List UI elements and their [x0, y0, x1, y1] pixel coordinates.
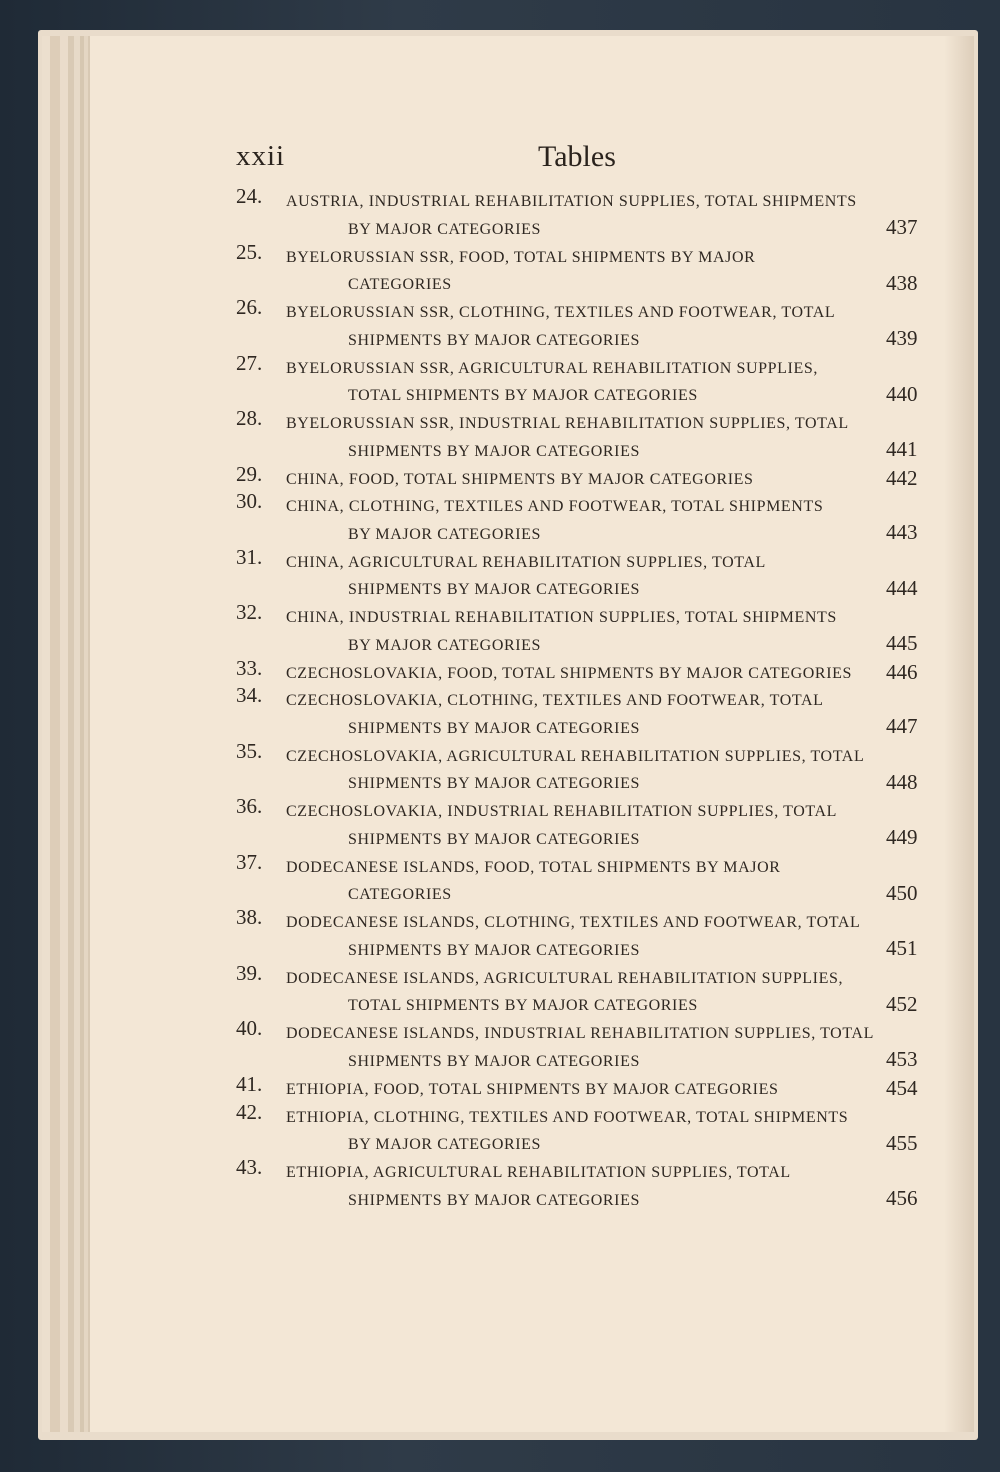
table-title-line1: CZECHOSLOVAKIA, CLOTHING, TEXTILES AND FOOTWEAR, TOTAL: [286, 692, 824, 710]
table-title-line1: BYELORUSSIAN SSR, INDUSTRIAL REHABILITATION SUPPLIES, TOTAL: [286, 415, 849, 432]
table-number: 30.: [236, 489, 263, 514]
gutter-shadow: [944, 36, 974, 1432]
page-number: 440: [886, 381, 918, 406]
page-number: 450: [886, 880, 918, 905]
page-number: 448: [886, 769, 918, 794]
table-title-line1: CZECHOSLOVAKIA, FOOD, TOTAL SHIPMENTS BY MAJOR CATEGORIES: [286, 664, 853, 682]
table-number: 31.: [236, 544, 263, 569]
table-title-line1: BYELORUSSIAN SSR, AGRICULTURAL REHABILITATION SUPPLIES,: [286, 359, 818, 377]
table-number: 27.: [236, 350, 263, 375]
page-number: 445: [886, 631, 918, 656]
table-title-line2: TOTAL SHIPMENTS BY MAJOR CATEGORIES: [348, 387, 698, 404]
table-title-line2: BY MAJOR CATEGORIES: [348, 220, 542, 238]
table-title-line1: ETHIOPIA, AGRICULTURAL REHABILITATION SUPPLIES, TOTAL: [286, 1164, 791, 1182]
table-number: 24.: [236, 184, 263, 208]
page-number: 451: [886, 936, 918, 961]
table-title-line1: CHINA, AGRICULTURAL REHABILITATION SUPPLIES, TOTAL: [286, 553, 766, 571]
table-number: 41.: [236, 1071, 263, 1096]
table-number: 34.: [236, 683, 263, 708]
table-title-line2: SHIPMENTS BY MAJOR CATEGORIES: [348, 941, 640, 959]
table-title-line1: DODECANESE ISLANDS, FOOD, TOTAL SHIPMENTS BY MAJOR: [286, 858, 781, 876]
page-number: 455: [886, 1130, 918, 1155]
table-title-line1: BYELORUSSIAN SSR, CLOTHING, TEXTILES AND FOOTWEAR, TOTAL: [286, 304, 836, 321]
table-title-line2: BY MAJOR CATEGORIES: [348, 1136, 542, 1154]
table-title-line2: SHIPMENTS BY MAJOR CATEGORIES: [348, 775, 640, 793]
table-title-line2: SHIPMENTS BY MAJOR CATEGORIES: [348, 719, 640, 737]
page-number: 437: [886, 215, 918, 239]
table-title-line2: CATEGORIES: [348, 276, 452, 293]
table-title-line2: SHIPMENTS BY MAJOR CATEGORIES: [348, 830, 640, 848]
table-title-line2: SHIPMENTS BY MAJOR CATEGORIES: [348, 581, 640, 599]
table-title-line2: SHIPMENTS BY MAJOR CATEGORIES: [348, 1191, 640, 1209]
table-title-line1: AUSTRIA, INDUSTRIAL REHABILITATION SUPPLIES, TOTAL SHIPMENTS: [286, 193, 857, 210]
page-number: 453: [886, 1047, 918, 1072]
table-number: 40.: [236, 1016, 263, 1041]
page-number: 452: [886, 991, 918, 1016]
table-number: 29.: [236, 461, 263, 486]
page-number: 456: [886, 1186, 918, 1211]
page-folio: xxii: [236, 140, 286, 172]
page-number: 438: [886, 270, 918, 295]
table-title-line2: SHIPMENTS BY MAJOR CATEGORIES: [348, 1052, 640, 1070]
table-number: 25.: [236, 239, 263, 264]
table-number: 43.: [236, 1155, 263, 1180]
table-number: 26.: [236, 295, 263, 319]
page-header: [150, 140, 920, 180]
table-title-line1: ETHIOPIA, FOOD, TOTAL SHIPMENTS BY MAJOR CATEGORIES: [286, 1080, 779, 1098]
table-number: 36.: [236, 794, 263, 819]
table-number: 38.: [236, 905, 263, 930]
table-number: 37.: [236, 849, 263, 874]
table-title-line1: CZECHOSLOVAKIA, AGRICULTURAL REHABILITATION SUPPLIES, TOTAL: [286, 747, 865, 765]
table-title-line1: DODECANESE ISLANDS, CLOTHING, TEXTILES AND FOOTWEAR, TOTAL: [286, 914, 861, 932]
table-title-line2: BY MAJOR CATEGORIES: [348, 636, 542, 654]
page-number: 439: [886, 326, 918, 350]
table-number: 33.: [236, 655, 263, 680]
table-number: 32.: [236, 600, 263, 625]
running-title: Tables: [538, 140, 616, 173]
table-title-line1: CHINA, FOOD, TOTAL SHIPMENTS BY MAJOR CATEGORIES: [286, 470, 754, 488]
table-number: 42.: [236, 1099, 263, 1124]
page-number: 447: [886, 714, 918, 739]
table-title-line1: DODECANESE ISLANDS, AGRICULTURAL REHABILITATION SUPPLIES,: [286, 969, 844, 987]
page-number: 442: [886, 465, 918, 490]
table-title-line1: ETHIOPIA, CLOTHING, TEXTILES AND FOOTWEAR, TOTAL SHIPMENTS: [286, 1108, 849, 1126]
page-number: 444: [886, 575, 918, 600]
table-title-line2: BY MAJOR CATEGORIES: [348, 525, 542, 543]
page-number: 449: [886, 825, 918, 850]
page-number: 443: [886, 520, 918, 545]
table-title-line2: CATEGORIES: [348, 886, 452, 904]
table-title-line1: BYELORUSSIAN SSR, FOOD, TOTAL SHIPMENTS BY MAJOR: [286, 248, 756, 266]
table-title-line1: CHINA, INDUSTRIAL REHABILITATION SUPPLIES, TOTAL SHIPMENTS: [286, 609, 837, 627]
page-number: 454: [886, 1075, 918, 1100]
table-number: 39.: [236, 960, 263, 985]
table-title-line2: SHIPMENTS BY MAJOR CATEGORIES: [348, 331, 640, 349]
table-title-line1: DODECANESE ISLANDS, INDUSTRIAL REHABILITATION SUPPLIES, TOTAL: [286, 1025, 874, 1043]
table-title-line2: TOTAL SHIPMENTS BY MAJOR CATEGORIES: [348, 997, 698, 1015]
page-number: 446: [886, 659, 918, 684]
table-number: 28.: [236, 406, 263, 430]
table-title-line1: CHINA, CLOTHING, TEXTILES AND FOOTWEAR, TOTAL SHIPMENTS: [286, 498, 824, 516]
table-title-line1: CZECHOSLOVAKIA, INDUSTRIAL REHABILITATION SUPPLIES, TOTAL: [286, 803, 838, 821]
table-title-line2: SHIPMENTS BY MAJOR CATEGORIES: [348, 442, 640, 460]
page-number: 441: [886, 437, 918, 461]
table-number: 35.: [236, 738, 263, 763]
